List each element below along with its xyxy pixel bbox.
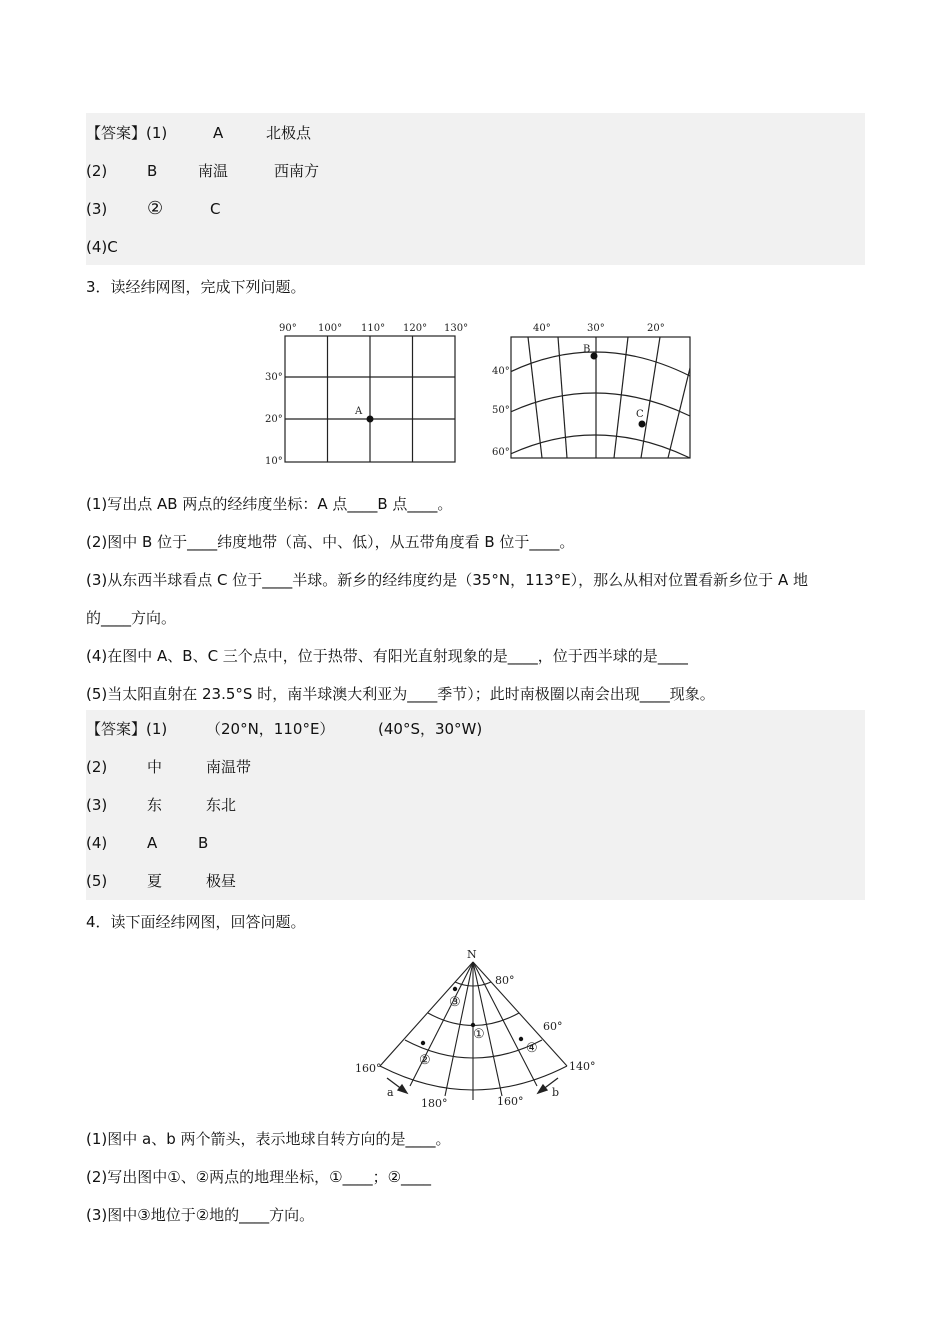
north-label: N (467, 948, 477, 961)
question-3-2: (2)图中 B 位于____纬度地带（高、中、低），从五带角度看 B 位于____。 (86, 533, 575, 551)
answer-value: B (198, 834, 209, 852)
answer-label: (4) (86, 834, 108, 852)
point-label-3: ③ (449, 995, 461, 1010)
answer-box-2 (86, 710, 865, 900)
answer-label: (3) (86, 200, 108, 218)
question-3-4: (4)在图中 A、B、C 三个点中，位于热带、有阳光直射现象的是____，位于西半球的是____ (86, 647, 688, 665)
lat-label: 40° (492, 366, 510, 377)
question-3-title: 3．读经纬网图，完成下列问题。 (86, 278, 306, 296)
point-2-marker (421, 1041, 425, 1045)
point-label-2: ② (419, 1053, 431, 1068)
answer-value: A (147, 834, 158, 852)
answer-value: 北极点 (266, 124, 312, 142)
point-label-4: ④ (526, 1041, 538, 1056)
answer-value: 南温带 (206, 758, 252, 776)
answer-value: 东 (147, 796, 163, 814)
answer-value: B (147, 162, 158, 180)
answer-label: (4)C (86, 238, 118, 256)
lat-label: 30° (265, 372, 283, 383)
answer-value: 东北 (206, 796, 237, 814)
lon-label: 120° (403, 323, 428, 334)
answer-label: (3) (86, 796, 108, 814)
lat-label: 20° (265, 414, 283, 425)
point-label-c: C (636, 409, 644, 420)
answer-value: （20°N，110°E） (206, 720, 335, 738)
point-label-a: A (355, 406, 363, 417)
answer-box-1 (86, 113, 865, 265)
lat-label: 50° (492, 405, 510, 416)
point-4-marker (519, 1037, 523, 1041)
lon-label: 40° (533, 323, 551, 334)
lat-label-60: 60° (543, 1020, 563, 1033)
answer-label: (2) (86, 162, 108, 180)
lon-label-180: 180° (421, 1097, 448, 1110)
answer-label: (5) (86, 872, 108, 890)
lon-label: 110° (361, 323, 386, 334)
polar-lat-lon-map (345, 944, 615, 1114)
arrow-label-b: b (552, 1086, 560, 1099)
question-3-3-cont: 的____方向。 (86, 609, 177, 627)
lon-label-140: 140° (569, 1060, 596, 1073)
point-3-marker (453, 987, 457, 991)
question-4-title: 4．读下面经纬网图，回答问题。 (86, 913, 306, 931)
answer-value: 极昼 (206, 872, 237, 890)
point-label-b: B (583, 344, 591, 355)
lat-label: 10° (265, 456, 283, 467)
question-4-3: (3)图中③地位于②地的____方向。 (86, 1206, 315, 1224)
point-1-marker (471, 1023, 475, 1027)
lon-label-160e: 160° (497, 1095, 524, 1108)
answer-value: 南温 (198, 162, 229, 180)
point-b-marker (591, 353, 598, 360)
question-4-1: (1)图中 a、b 两个箭头，表示地球自转方向的是____。 (86, 1130, 451, 1148)
lon-label-160w: 160° (355, 1062, 382, 1075)
answer-label: 【答案】(1) (86, 720, 168, 738)
lon-label: 100° (318, 323, 343, 334)
answer-value: 中 (147, 758, 163, 776)
answer-label: 【答案】(1) (86, 124, 168, 142)
answer-label: (2) (86, 758, 108, 776)
answer-value: (40°S，30°W) (378, 720, 483, 738)
lat-label-80: 80° (495, 974, 515, 987)
point-a-marker (367, 416, 374, 423)
point-c-marker (639, 421, 646, 428)
lat-label: 60° (492, 447, 510, 458)
question-4-2: (2)写出图中①、②两点的地理坐标，①____；②____ (86, 1168, 432, 1186)
answer-value: A (213, 124, 224, 142)
answer-value: 西南方 (274, 162, 320, 180)
lon-label: 90° (279, 323, 297, 334)
answer-value: 夏 (147, 872, 163, 890)
answer-value: C (210, 200, 221, 218)
question-3-3: (3)从东西半球看点 C 位于____半球。新乡的经纬度约是（35°N，113°E），那么从相对位置看新乡位于 A 地 (86, 571, 808, 589)
answer-value: ② (147, 198, 164, 219)
question-3-1: (1)写出点 AB 两点的经纬度坐标：A 点____B 点____。 (86, 495, 453, 513)
lon-label: 30° (587, 323, 605, 334)
arrow-label-a: a (387, 1086, 394, 1099)
lon-label: 20° (647, 323, 665, 334)
lat-lon-grid-map-left (255, 318, 475, 468)
point-label-1: ① (473, 1027, 485, 1042)
lat-lon-grid-map-right (488, 318, 703, 468)
lon-label: 130° (444, 323, 469, 334)
question-3-5: (5)当太阳直射在 23.5°S 时，南半球澳大利亚为____季节）；此时南极圈以南会出现____现象。 (86, 685, 715, 703)
